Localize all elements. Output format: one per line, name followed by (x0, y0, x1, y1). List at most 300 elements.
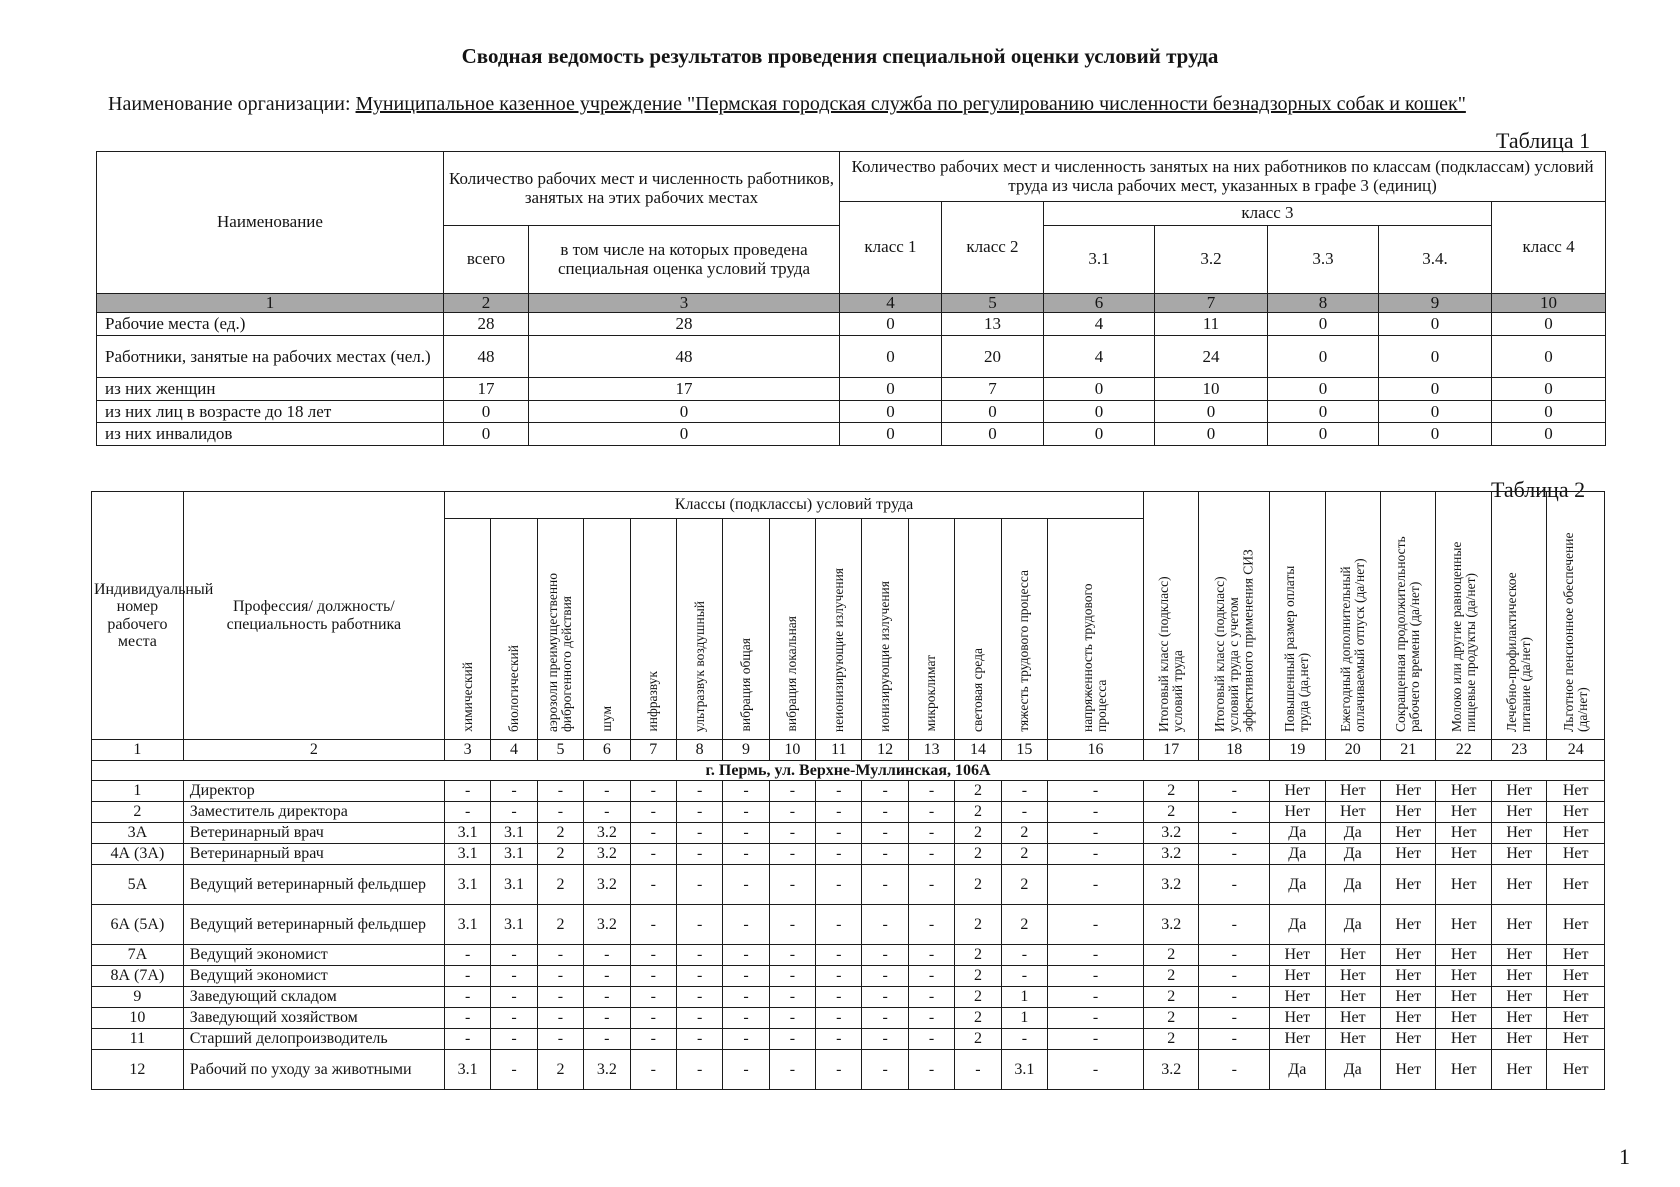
t2-cell: - (862, 966, 908, 987)
t2-colnum: 20 (1325, 740, 1380, 761)
t2-cell: 2 (537, 844, 583, 865)
t2-cell: 2 (537, 865, 583, 905)
t2-header-extra (1547, 492, 1605, 740)
t2-cell: - (908, 823, 954, 844)
document-title: Сводная ведомость результатов проведения специальной оценки условий труда (461, 44, 1219, 68)
t2-cell: - (862, 823, 908, 844)
t2-cell: 3.1 (491, 865, 537, 905)
t2-cell: 3.2 (1144, 823, 1199, 844)
t2-header-factor (723, 519, 769, 740)
t2-cell: - (862, 1029, 908, 1050)
t2-header-factor-text: химический (459, 661, 475, 732)
t2-header-extra (1325, 492, 1380, 740)
t2-cell: 3.1 (444, 844, 490, 865)
t2-cell: - (491, 1050, 537, 1090)
t2-cell: - (676, 865, 722, 905)
t1-cell: 0 (840, 313, 942, 336)
t2-cell: - (769, 987, 815, 1008)
t2-header-factor (816, 519, 862, 740)
t2-cell: 3.1 (491, 844, 537, 865)
t1-cell: 0 (1379, 423, 1492, 446)
t2-cell: - (908, 905, 954, 945)
t2-row-profession: Заместитель директора (183, 802, 444, 823)
t2-colnum: 14 (955, 740, 1001, 761)
t1-cell: 0 (444, 401, 529, 423)
t2-cell: - (816, 1008, 862, 1029)
t2-header-factor (769, 519, 815, 740)
t2-cell: 2 (955, 781, 1001, 802)
t2-cell: Нет (1381, 802, 1436, 823)
t2-cell: - (908, 1050, 954, 1090)
t1-cell: 0 (1155, 423, 1268, 446)
t2-header-extra (1144, 492, 1199, 740)
t2-colnum: 10 (769, 740, 815, 761)
t2-cell: 2 (1144, 966, 1199, 987)
t1-header-name: Наименование (97, 152, 444, 294)
t2-colnum: 11 (816, 740, 862, 761)
t2-cell: Нет (1491, 844, 1546, 865)
t1-cell: 0 (1044, 378, 1155, 401)
t2-cell: Нет (1436, 966, 1491, 987)
t2-cell: - (816, 945, 862, 966)
t2-cell: - (816, 802, 862, 823)
t2-row-id: 12 (92, 1050, 184, 1090)
t2-cell: - (676, 823, 722, 844)
t2-cell: Нет (1491, 945, 1546, 966)
t1-cell: 0 (1155, 401, 1268, 423)
t2-row (92, 1050, 1605, 1090)
t2-cell: - (723, 844, 769, 865)
t1-cell: 48 (444, 336, 529, 378)
t2-header-id: Индивидуальный номер рабочего места (92, 492, 184, 740)
t2-cell: Нет (1491, 1008, 1546, 1029)
t2-cell: - (862, 905, 908, 945)
t2-cell: - (491, 781, 537, 802)
t2-cell: 2 (955, 966, 1001, 987)
t2-colnum: 2 (183, 740, 444, 761)
t2-cell: 3.1 (1001, 1050, 1047, 1090)
t2-row-profession: Старший делопроизводитель (183, 1029, 444, 1050)
t2-row (92, 987, 1605, 1008)
t2-cell: - (769, 1050, 815, 1090)
t2-cell: Нет (1381, 987, 1436, 1008)
t2-cell: - (676, 987, 722, 1008)
t2-cell: 2 (1144, 945, 1199, 966)
t2-header-extra-text: Итоговый класс (подкласс) условий труда с учетом эффективного применения СИЗ (1212, 548, 1256, 732)
t1-cell: 0 (1268, 423, 1379, 446)
t2-cell: Нет (1436, 905, 1491, 945)
t2-row-profession: Ветеринарный врач (183, 823, 444, 844)
t2-cell: Нет (1270, 1008, 1325, 1029)
t2-cell: - (444, 1029, 490, 1050)
t1-header-c31: 3.1 (1044, 226, 1155, 294)
t2-cell: - (723, 823, 769, 844)
t2-header-profession: Профессия/ должность/ специальность работника (183, 492, 444, 740)
t2-cell: 2 (955, 905, 1001, 945)
t2-cell: 3.2 (584, 905, 630, 945)
t2-cell: Нет (1381, 1050, 1436, 1090)
t1-cell: 10 (1155, 378, 1268, 401)
t2-cell: Нет (1270, 945, 1325, 966)
t2-row-profession: Ведущий ветеринарный фельдшер (183, 865, 444, 905)
organization-label: Наименование организации: (108, 93, 351, 115)
t2-cell: - (816, 966, 862, 987)
t2-cell: Нет (1325, 966, 1380, 987)
t2-cell: - (955, 1050, 1001, 1090)
t2-cell: Нет (1270, 1029, 1325, 1050)
t2-cell: - (630, 945, 676, 966)
t2-cell: - (676, 945, 722, 966)
t2-cell: 2 (955, 844, 1001, 865)
t2-cell: - (769, 966, 815, 987)
t2-cell: Нет (1381, 1029, 1436, 1050)
t2-row-id: 4А (3А) (92, 844, 184, 865)
t2-cell: - (723, 1029, 769, 1050)
t1-column-numbers (97, 294, 1606, 313)
t2-cell: - (862, 802, 908, 823)
t2-row (92, 844, 1605, 865)
t2-section-row (92, 761, 1605, 781)
t2-cell: - (769, 823, 815, 844)
t2-cell: 2 (1144, 781, 1199, 802)
t2-cell: Да (1270, 865, 1325, 905)
t2-cell: - (630, 802, 676, 823)
t2-cell: - (676, 1029, 722, 1050)
t2-cell: - (816, 1029, 862, 1050)
t2-cell: - (1199, 823, 1270, 844)
t1-cell: 0 (529, 401, 840, 423)
t2-row (92, 823, 1605, 844)
t2-cell: - (723, 1008, 769, 1029)
t2-cell: - (537, 1029, 583, 1050)
t2-cell: - (1048, 966, 1144, 987)
t1-cell: 0 (1044, 401, 1155, 423)
t1-cell: 0 (1268, 378, 1379, 401)
t1-cell: 0 (1379, 401, 1492, 423)
t2-cell: - (723, 802, 769, 823)
t1-row-name: Работники, занятые на рабочих местах (чел.) (97, 336, 444, 378)
t2-cell: - (816, 1050, 862, 1090)
t2-cell: - (1001, 802, 1047, 823)
t1-header-class1: класс 1 (840, 202, 942, 294)
t1-colnum: 8 (1268, 294, 1379, 313)
t2-cell: - (676, 905, 722, 945)
t2-cell: - (444, 966, 490, 987)
t2-cell: - (1199, 1050, 1270, 1090)
t2-cell: Да (1270, 1050, 1325, 1090)
t2-cell: Нет (1325, 945, 1380, 966)
t2-cell: - (1199, 865, 1270, 905)
t2-cell: Нет (1325, 781, 1380, 802)
t2-cell: - (908, 844, 954, 865)
t2-cell: - (1199, 945, 1270, 966)
t2-cell: Да (1325, 823, 1380, 844)
t1-header-c32: 3.2 (1155, 226, 1268, 294)
t2-cell: Да (1325, 905, 1380, 945)
t2-cell: Нет (1381, 1008, 1436, 1029)
t2-cell: 3.2 (1144, 1050, 1199, 1090)
t1-row-name: из них лиц в возрасте до 18 лет (97, 401, 444, 423)
t2-cell: - (584, 987, 630, 1008)
t2-cell: 3.2 (1144, 905, 1199, 945)
t2-cell: - (816, 905, 862, 945)
t2-cell: 2 (1001, 823, 1047, 844)
table2-label: Таблица 2 (1491, 477, 1586, 502)
t2-cell: 3.2 (584, 823, 630, 844)
t2-cell: Нет (1325, 987, 1380, 1008)
t2-cell: - (816, 865, 862, 905)
t2-cell: - (862, 865, 908, 905)
t2-header-factor (537, 519, 583, 740)
t2-colnum: 16 (1048, 740, 1144, 761)
t2-cell: Нет (1547, 905, 1605, 945)
t2-cell: - (908, 966, 954, 987)
t2-cell: - (1048, 987, 1144, 1008)
t2-cell: - (862, 781, 908, 802)
t2-colnum: 6 (584, 740, 630, 761)
t2-cell: Нет (1547, 802, 1605, 823)
t2-cell: - (1001, 781, 1047, 802)
t1-cell: 7 (942, 378, 1044, 401)
t2-row-id: 3А (92, 823, 184, 844)
t1-row-name: из них женщин (97, 378, 444, 401)
t2-cell: - (584, 1008, 630, 1029)
t2-cell: - (444, 987, 490, 1008)
t2-cell: - (1048, 945, 1144, 966)
t2-cell: - (862, 1050, 908, 1090)
t2-cell: - (537, 1008, 583, 1029)
t2-cell: - (1199, 905, 1270, 945)
t2-cell: - (769, 865, 815, 905)
t2-header-extra (1270, 492, 1325, 740)
t1-cell: 0 (1044, 423, 1155, 446)
t2-cell: Нет (1436, 945, 1491, 966)
t2-row (92, 966, 1605, 987)
t2-colnum: 24 (1547, 740, 1605, 761)
t2-cell: Нет (1381, 966, 1436, 987)
t2-header-factor (908, 519, 954, 740)
t2-cell: - (630, 966, 676, 987)
t2-row (92, 905, 1605, 945)
t2-cell: Нет (1491, 865, 1546, 905)
t2-row (92, 802, 1605, 823)
t2-cell: - (584, 945, 630, 966)
t2-row-id: 10 (92, 1008, 184, 1029)
t2-cell: - (769, 1008, 815, 1029)
t2-cell: Нет (1491, 987, 1546, 1008)
t2-cell: - (630, 905, 676, 945)
t1-cell: 0 (1268, 401, 1379, 423)
t1-cell: 0 (840, 336, 942, 378)
t2-cell: Нет (1381, 781, 1436, 802)
t1-colnum: 1 (97, 294, 444, 313)
t2-header-extra-text: Итоговый класс (подкласс) условий труда (1156, 576, 1186, 732)
t1-cell: 4 (1044, 313, 1155, 336)
t2-cell: - (1048, 781, 1144, 802)
t2-cell: Нет (1491, 966, 1546, 987)
t2-colnum: 9 (723, 740, 769, 761)
t2-colnum: 4 (491, 740, 537, 761)
t2-cell: - (816, 844, 862, 865)
t1-cell: 13 (942, 313, 1044, 336)
t2-colnum: 13 (908, 740, 954, 761)
t1-cell: 0 (942, 401, 1044, 423)
t2-cell: 3.2 (584, 844, 630, 865)
t2-cell: 2 (955, 1008, 1001, 1029)
t2-cell: - (584, 966, 630, 987)
t1-cell: 0 (840, 401, 942, 423)
t2-cell: - (723, 987, 769, 1008)
t2-row-id: 6А (5А) (92, 905, 184, 945)
t2-cell: Нет (1270, 802, 1325, 823)
t2-cell: - (769, 844, 815, 865)
t1-cell: 0 (1379, 378, 1492, 401)
t2-cell: Нет (1547, 1029, 1605, 1050)
t1-cell: 0 (1268, 336, 1379, 378)
t1-row-name: из них инвалидов (97, 423, 444, 446)
t2-colnum: 18 (1199, 740, 1270, 761)
t2-cell: Нет (1436, 844, 1491, 865)
t2-cell: - (537, 802, 583, 823)
t2-cell: 3.1 (444, 865, 490, 905)
t2-cell: - (676, 802, 722, 823)
t2-header-factor (862, 519, 908, 740)
t2-cell: - (816, 987, 862, 1008)
t2-cell: - (491, 987, 537, 1008)
t2-colnum: 22 (1436, 740, 1491, 761)
t2-cell: 2 (955, 987, 1001, 1008)
t2-cell: - (908, 781, 954, 802)
t2-cell: - (630, 781, 676, 802)
t2-cell: - (537, 945, 583, 966)
t1-header-c33: 3.3 (1268, 226, 1379, 294)
t1-row (97, 313, 1606, 336)
t2-cell: - (491, 945, 537, 966)
t2-cell: Нет (1436, 865, 1491, 905)
t1-cell: 28 (444, 313, 529, 336)
t1-cell: 4 (1044, 336, 1155, 378)
t2-cell: - (1199, 987, 1270, 1008)
t2-cell: - (723, 966, 769, 987)
t2-header-factor-text: биологический (505, 644, 521, 732)
t2-cell: 3.2 (584, 865, 630, 905)
t1-cell: 0 (529, 423, 840, 446)
t2-cell: - (816, 823, 862, 844)
t2-cell: Нет (1381, 865, 1436, 905)
t2-cell: - (723, 945, 769, 966)
t2-cell: - (491, 1029, 537, 1050)
t1-header-group-a: Количество рабочих мест и численность работников, занятых на этих рабочих местах (444, 152, 840, 226)
t2-header-extra-text: Лечебно-профилактическое питание (да/нет) (1504, 572, 1534, 732)
t2-cell: Нет (1547, 945, 1605, 966)
t2-header-extra (1436, 492, 1491, 740)
page-number: 1 (1619, 1144, 1630, 1169)
t2-cell: Нет (1436, 781, 1491, 802)
t2-cell: 1 (1001, 987, 1047, 1008)
t2-header-extra-text: Льготное пенсионное обеспечение (да/нет) (1560, 532, 1590, 732)
t1-cell: 0 (1268, 313, 1379, 336)
t2-cell: - (723, 1050, 769, 1090)
t2-cell: - (1048, 1050, 1144, 1090)
t2-cell: Нет (1325, 802, 1380, 823)
t2-cell: Нет (1491, 802, 1546, 823)
t1-cell: 17 (529, 378, 840, 401)
t2-cell: 3.2 (1144, 865, 1199, 905)
t2-cell: - (908, 1008, 954, 1029)
t2-cell: - (630, 1029, 676, 1050)
t1-cell: 0 (1379, 336, 1492, 378)
t2-cell: - (1199, 802, 1270, 823)
t2-cell: 2 (1144, 802, 1199, 823)
t2-cell: - (769, 905, 815, 945)
t2-colnum: 5 (537, 740, 583, 761)
t1-header-assessed: в том числе на которых проведена специальная оценка условий труда (529, 226, 840, 294)
t2-cell: - (444, 802, 490, 823)
t2-cell: Нет (1381, 905, 1436, 945)
t1-header-total: всего (444, 226, 529, 294)
t1-cell: 0 (1492, 401, 1606, 423)
t2-cell: - (816, 781, 862, 802)
t2-cell: Нет (1491, 1050, 1546, 1090)
t2-row-id: 11 (92, 1029, 184, 1050)
t2-header-factor-text: микроклимат (923, 655, 939, 732)
t2-cell: 2 (537, 1050, 583, 1090)
t2-header-factor-text: ионизирующие излучения (877, 580, 893, 732)
t2-cell: - (444, 781, 490, 802)
t2-row-id: 8А (7А) (92, 966, 184, 987)
t2-header-factor (491, 519, 537, 740)
t2-cell: - (1048, 1029, 1144, 1050)
t2-cell: - (1001, 1029, 1047, 1050)
t2-cell: Да (1325, 1050, 1380, 1090)
t2-cell: Нет (1547, 844, 1605, 865)
t2-header-factor-text: шум (598, 706, 614, 732)
t2-cell: 3.1 (444, 905, 490, 945)
t2-cell: Да (1325, 865, 1380, 905)
t2-cell: - (630, 987, 676, 1008)
t2-cell: 2 (1144, 987, 1199, 1008)
t2-cell: - (630, 844, 676, 865)
t2-header-extra-text: Ежегодный дополнительный оплачиваемый отпуск (да/нет) (1337, 558, 1367, 732)
t2-row (92, 945, 1605, 966)
t2-cell: - (723, 865, 769, 905)
t2-cell: Нет (1491, 781, 1546, 802)
t2-colnum: 23 (1491, 740, 1546, 761)
t2-colnum: 7 (630, 740, 676, 761)
t2-cell: - (630, 1008, 676, 1029)
t2-cell: - (1048, 865, 1144, 905)
t1-cell: 48 (529, 336, 840, 378)
t2-header-extra (1491, 492, 1546, 740)
t2-header-factor-text: неионизирующие излучения (830, 567, 846, 732)
t1-row-name: Рабочие места (ед.) (97, 313, 444, 336)
t2-cell: Нет (1381, 844, 1436, 865)
t2-cell: - (537, 781, 583, 802)
t2-row-profession: Директор (183, 781, 444, 802)
t2-cell: Нет (1436, 823, 1491, 844)
t2-header-extra-text: Повышенный размер оплаты труда (да,нет) (1282, 565, 1312, 732)
t1-cell: 0 (1492, 313, 1606, 336)
t2-header-factor (444, 519, 490, 740)
t2-cell: 2 (537, 905, 583, 945)
t2-header-factor-text: ультразвук воздушный (691, 600, 707, 732)
t2-header-factor-text: тяжесть трудового процесса (1016, 569, 1032, 732)
t2-cell: Нет (1270, 781, 1325, 802)
t2-cell: Нет (1381, 823, 1436, 844)
t2-row-id: 9 (92, 987, 184, 1008)
t2-cell: - (491, 1008, 537, 1029)
t2-row-profession: Ведущий ветеринарный фельдшер (183, 905, 444, 945)
